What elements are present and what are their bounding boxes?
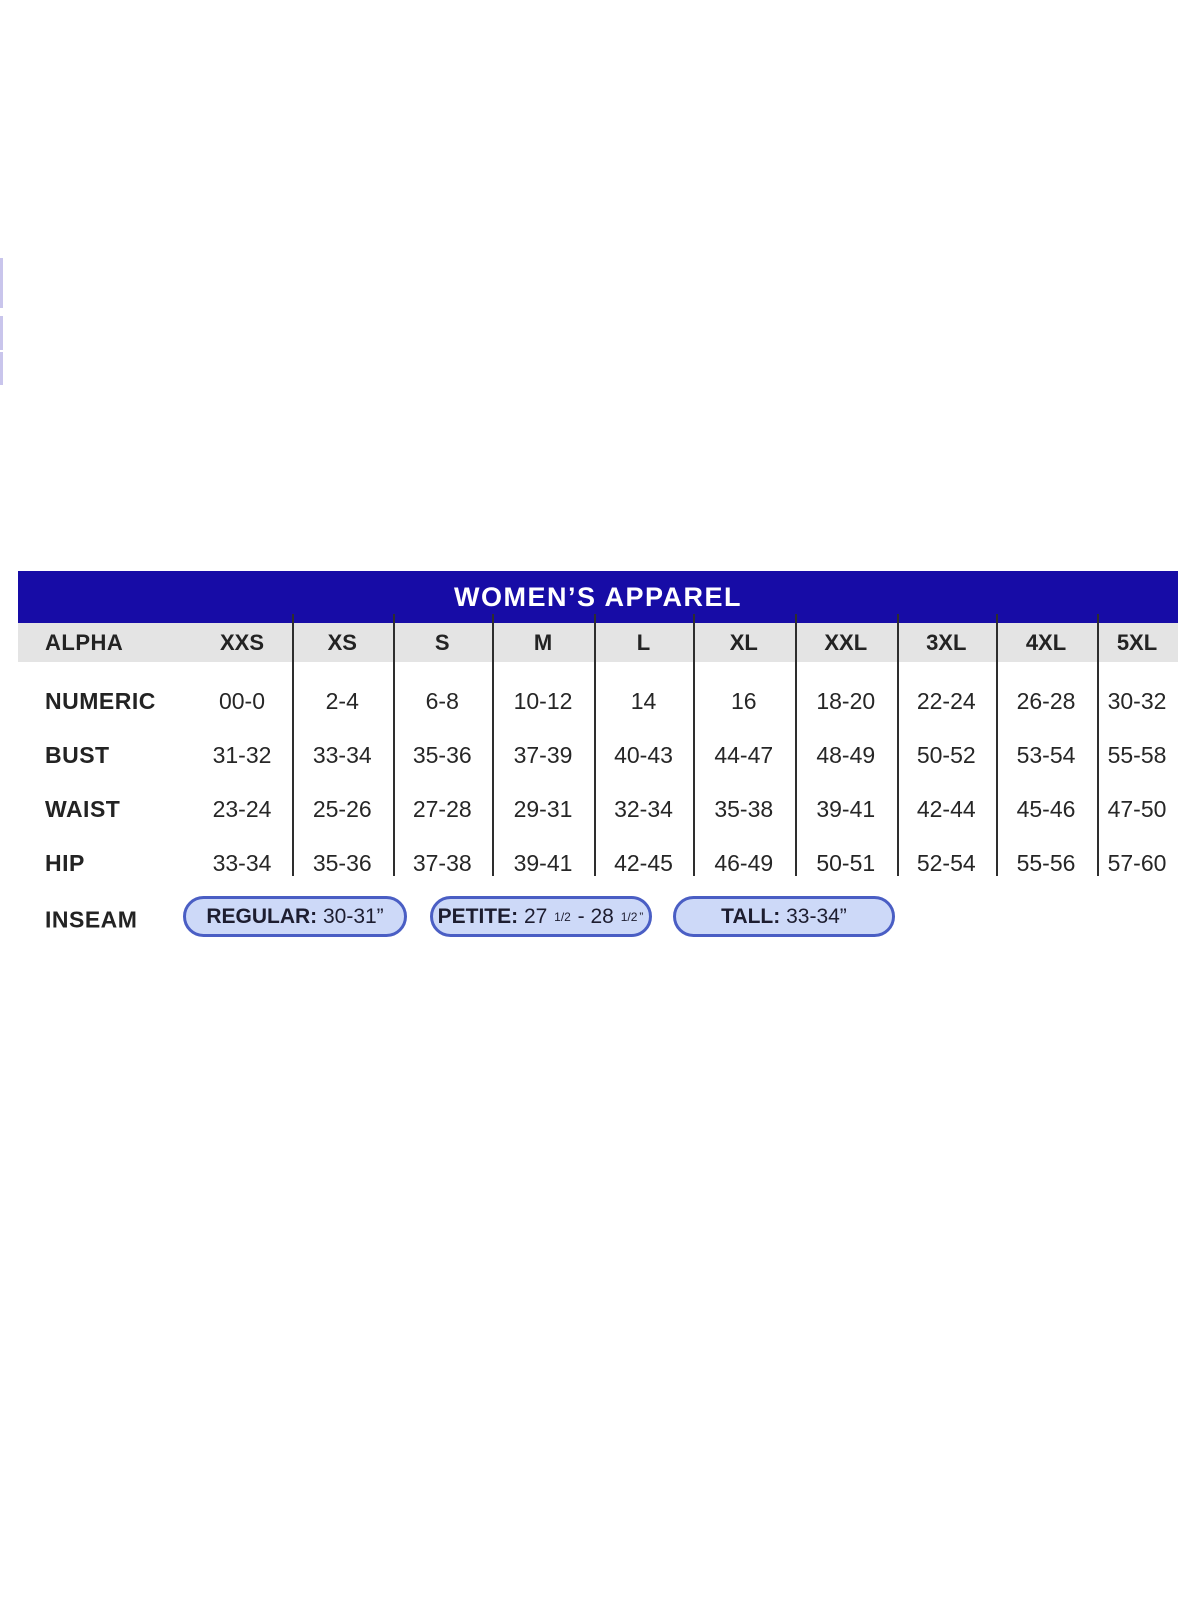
pill-tall-value: 33-34” xyxy=(780,904,847,928)
table-title: WOMEN’S APPAREL xyxy=(453,581,742,612)
column-divider xyxy=(292,614,294,876)
size-col-l: L xyxy=(636,629,651,655)
row-label: NUMERIC xyxy=(45,687,156,714)
table-cell: 47-50 xyxy=(1107,795,1167,822)
column-divider xyxy=(393,614,395,876)
table-cell: 00-0 xyxy=(218,687,266,714)
table-cell: 35-38 xyxy=(714,795,774,822)
table-cell: 29-31 xyxy=(513,795,573,822)
table-cell: 10-12 xyxy=(513,687,573,714)
pill-petite-name: PETITE: xyxy=(437,904,519,928)
column-divider xyxy=(693,614,695,876)
table-cell: 46-49 xyxy=(714,849,774,876)
column-divider xyxy=(996,614,998,876)
size-col-xxl: XXL xyxy=(824,629,868,655)
table-cell: 39-41 xyxy=(816,795,876,822)
table-cell: 22-24 xyxy=(916,687,976,714)
size-col-xl: XL xyxy=(729,629,758,655)
inseam-pill-regular xyxy=(183,896,407,937)
table-cell: 50-52 xyxy=(916,741,976,768)
table-cell: 33-34 xyxy=(212,849,272,876)
table-cell: 30-32 xyxy=(1107,687,1167,714)
table-cell: 53-54 xyxy=(1016,741,1076,768)
size-col-xs: XS xyxy=(327,629,357,655)
table-cell: 42-45 xyxy=(614,849,673,876)
row-label: HIP xyxy=(45,849,85,876)
row-label-inseam: INSEAM xyxy=(45,906,138,933)
table-cell: 39-41 xyxy=(513,849,573,876)
table-row-numeric xyxy=(18,674,1178,728)
column-divider xyxy=(594,614,596,876)
table-cell: 2-4 xyxy=(325,687,359,714)
table-row-hip xyxy=(18,836,1178,890)
row-label: WAIST xyxy=(45,795,121,822)
table-cell: 55-56 xyxy=(1016,849,1076,876)
table-cell: 37-38 xyxy=(412,849,472,876)
table-cell: 14 xyxy=(630,687,657,714)
table-cell: 32-34 xyxy=(614,795,673,822)
left-edge-artifact xyxy=(0,352,3,385)
inseam-row xyxy=(18,892,1178,948)
table-row-bust xyxy=(18,728,1178,782)
table-row-waist xyxy=(18,782,1178,836)
table-cell: 31-32 xyxy=(212,741,272,768)
table-cell: 16 xyxy=(730,687,757,714)
table-cell: 27-28 xyxy=(412,795,472,822)
column-divider xyxy=(1097,614,1099,876)
table-cell: 42-44 xyxy=(916,795,976,822)
table-cell: 57-60 xyxy=(1107,849,1167,876)
table-cell: 33-34 xyxy=(312,741,372,768)
column-divider xyxy=(492,614,494,876)
pill-petite-value-2: - 28 xyxy=(571,904,620,928)
table-cell: 18-20 xyxy=(816,687,876,714)
column-divider xyxy=(897,614,899,876)
table-title-bar xyxy=(18,571,1178,623)
womens-apparel-size-table xyxy=(18,571,1178,948)
table-cell: 23-24 xyxy=(212,795,272,822)
table-cell: 50-51 xyxy=(816,849,876,876)
pill-petite-value-1: 27 xyxy=(518,904,554,928)
table-cell: 48-49 xyxy=(816,741,876,768)
table-cell: 26-28 xyxy=(1016,687,1076,714)
size-col-5xl: 5XL xyxy=(1116,629,1158,655)
table-cell: 40-43 xyxy=(614,741,673,768)
table-cell: 44-47 xyxy=(714,741,774,768)
table-cell: 55-58 xyxy=(1107,741,1167,768)
size-col-xxs: XXS xyxy=(219,629,265,655)
inseam-pill-tall xyxy=(673,896,895,937)
table-cell: 52-54 xyxy=(916,849,976,876)
size-col-s: S xyxy=(434,629,450,655)
table-cell: 45-46 xyxy=(1016,795,1076,822)
table-cell: 6-8 xyxy=(425,687,459,714)
row-label: BUST xyxy=(45,741,110,768)
left-edge-artifact xyxy=(0,316,3,350)
size-header-row xyxy=(18,623,1178,662)
size-col-4xl: 4XL xyxy=(1025,629,1067,655)
size-col-3xl: 3XL xyxy=(926,629,967,655)
table-body xyxy=(18,662,1178,890)
column-divider xyxy=(795,614,797,876)
inseam-pill-petite: PETITE: 27 1/2 - 28 1/2 ” xyxy=(430,896,652,937)
size-col-m: M xyxy=(533,629,553,655)
table-cell: 35-36 xyxy=(412,741,472,768)
header-label-alpha: ALPHA xyxy=(45,629,124,655)
table-cell: 35-36 xyxy=(312,849,372,876)
table-cell: 25-26 xyxy=(312,795,372,822)
pill-regular-value: 30-31” xyxy=(317,904,384,928)
pill-tall-name: TALL: xyxy=(721,904,781,928)
left-edge-artifact xyxy=(0,258,3,308)
table-cell: 37-39 xyxy=(513,741,573,768)
pill-regular-name: REGULAR: xyxy=(206,904,318,928)
